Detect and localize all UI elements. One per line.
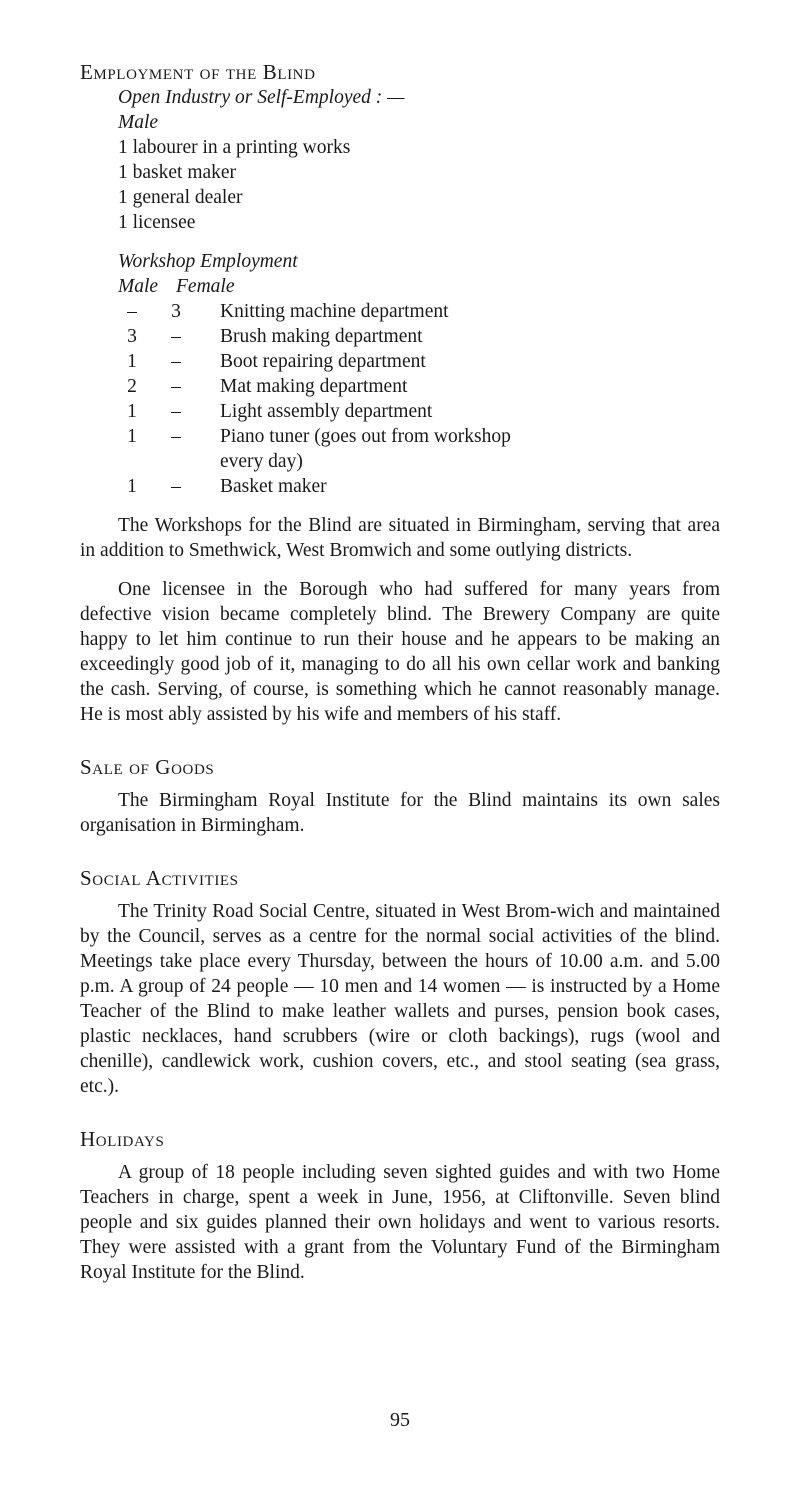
workshop-male-count: 1 (127, 401, 137, 422)
workshop-department: Knitting machine department (220, 301, 449, 322)
workshop-department-continuation: every day) (220, 451, 303, 472)
workshop-female-count: 3 (171, 301, 181, 322)
open-industry-item: 1 licensee (118, 212, 196, 233)
workshop-row (118, 399, 720, 424)
workshop-department (206, 424, 720, 474)
open-industry-item: 1 labourer in a printing works (118, 137, 351, 158)
workshop-female-count: – (171, 401, 181, 422)
sale-of-goods-heading: Sale of Goods (80, 755, 215, 779)
workshop-row (118, 299, 720, 324)
workshop-female-count: – (171, 326, 181, 347)
sale-of-goods-paragraph: The Birmingham Royal Institute for the Blind maintains its own sales organisation in Birmingham. (80, 790, 720, 836)
workshop-department: Mat making department (220, 376, 408, 397)
holidays-heading: Holidays (80, 1127, 165, 1151)
document-page (80, 60, 720, 1285)
workshop-department-line: Piano tuner (goes out from workshop (220, 426, 511, 447)
workshop-department: Boot repairing department (220, 351, 426, 372)
workshop-section (80, 249, 720, 499)
workshop-row (118, 349, 720, 374)
workshop-male-count: 3 (127, 326, 137, 347)
open-industry-item: 1 general dealer (118, 187, 243, 208)
open-industry-item: 1 basket maker (118, 162, 237, 183)
workshop-female-count: – (171, 351, 181, 372)
workshop-department: Brush making department (220, 326, 423, 347)
workshop-table-header (118, 274, 720, 299)
workshop-row (118, 474, 720, 499)
open-industry-label: Open Industry or Self-Employed : — (118, 87, 405, 108)
workshop-female-header: Female (176, 276, 235, 297)
workshop-male-count: 1 (127, 476, 137, 497)
workshop-female-count: – (171, 476, 181, 497)
workshop-male-count: 1 (127, 351, 137, 372)
page-number: 95 (390, 1409, 410, 1431)
workshop-row (118, 324, 720, 349)
workshop-row (118, 424, 720, 474)
employment-heading: Employment of the Blind (80, 60, 316, 84)
open-industry-male-label: Male (118, 112, 159, 133)
workshop-male-count: 2 (127, 376, 137, 397)
workshop-department: Basket maker (220, 476, 327, 497)
social-activities-heading: Social Activities (80, 866, 239, 890)
workshop-female-count: – (171, 376, 181, 397)
workshop-department: Light assembly department (220, 401, 433, 422)
workshop-female-count: – (171, 426, 181, 447)
workshop-row (118, 374, 720, 399)
workshop-male-count: – (127, 301, 137, 322)
workshop-male-count: 1 (127, 426, 137, 447)
workshop-label: Workshop Employment (118, 251, 298, 272)
licensee-paragraph: One licensee in the Borough who had suffered for many years from defective vision became completely blind. The Brewery Company are quite happy to let him continue to run their house and he appears to be making an exceedingly good job of it, managing to do all his own cellar work and banking the cash. Serving, of course, is something which he cannot reasonably manage. He is most ably assisted by his wife and members of his staff. (80, 579, 720, 725)
social-activities-paragraph: The Trinity Road Social Centre, situated in West Brom-wich and maintained by the Council, serves as a centre for the normal social activities of the blind. Meetings take place every Thursday, between the hours of 10.00 a.m. and 5.00 p.m. A group of 24 people — 10 men and 14 women — is instructed by a Home Teacher of the Blind to make leather wallets and purses, pension book cases, plastic necklaces, hand scrubbers (wire or cloth backings), rugs (wool and chenille), candlewick work, cushion covers, etc., and stool seating (sea grass, etc.). (80, 901, 720, 1097)
workshops-paragraph: The Workshops for the Blind are situated in Birmingham, serving that area in addition to Smethwick, West Bromwich and some outlying districts. (80, 515, 720, 561)
open-industry-section (80, 85, 720, 235)
holidays-paragraph: A group of 18 people including seven sighted guides and with two Home Teachers in charge, spent a week in June, 1956, at Cliftonville. Seven blind people and six guides planned their own holidays and went to various resorts. They were assisted with a grant from the Voluntary Fund of the Birmingham Royal Institute for the Blind. (80, 1162, 720, 1283)
workshop-male-header: Male (118, 276, 159, 297)
